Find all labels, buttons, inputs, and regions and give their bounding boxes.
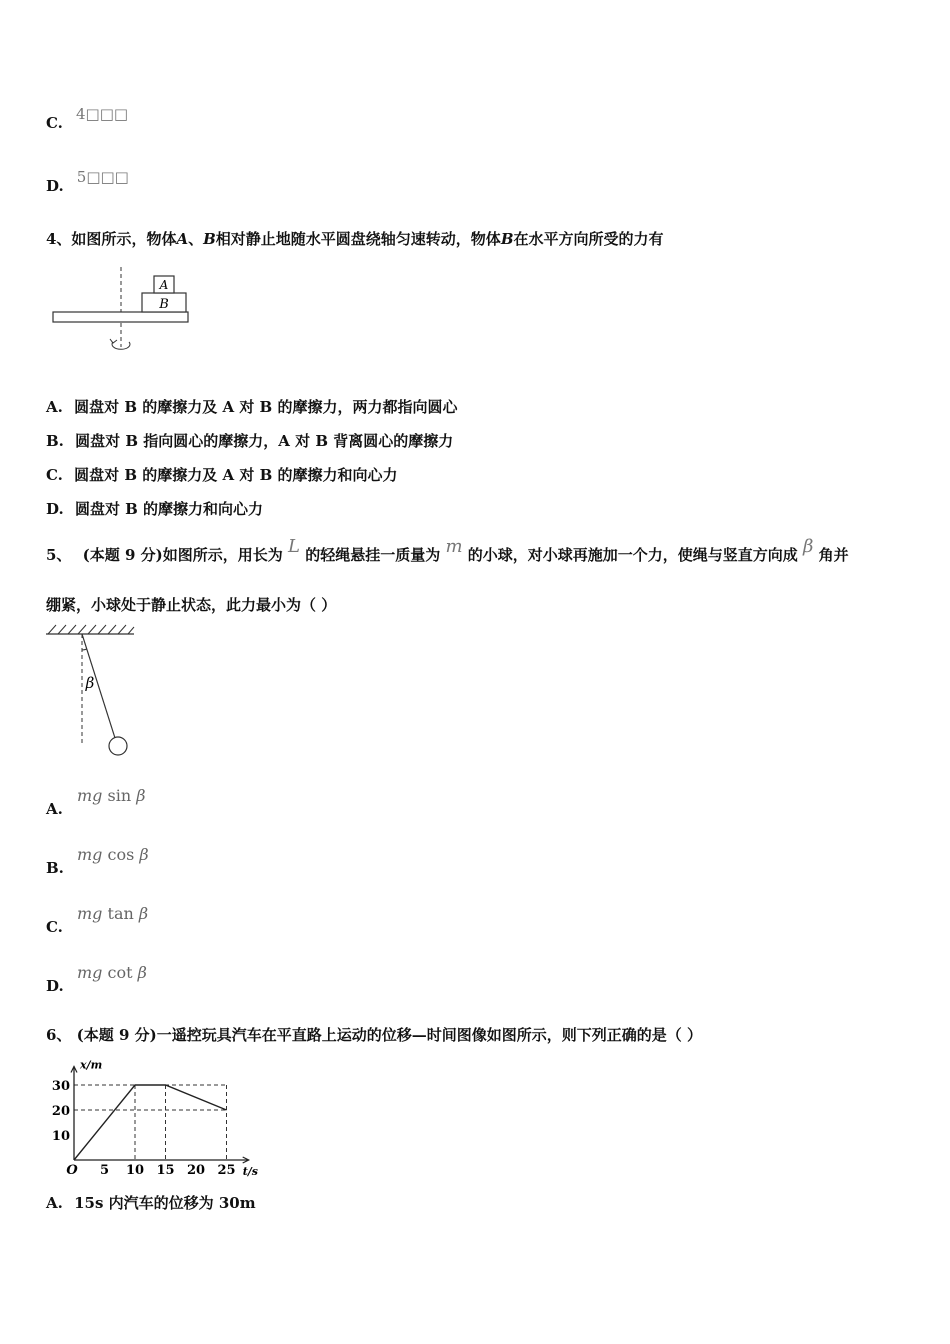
formula-coef: mg xyxy=(77,786,103,805)
y-tick-label: 10 xyxy=(51,1129,70,1144)
option-letter: A. xyxy=(46,1194,63,1212)
q6-option-a xyxy=(46,1192,256,1213)
q4-stem-text: 相对静止地随水平圆盘绕轴匀速转动，物体 xyxy=(215,230,501,248)
turntable-disc xyxy=(53,312,188,322)
formula-func: cot xyxy=(107,963,133,982)
q5-stem-line1 xyxy=(46,536,906,565)
q4-option-a xyxy=(46,396,457,417)
option-formula xyxy=(77,904,148,923)
label-b: B xyxy=(159,297,169,312)
x-tick-label: 5 xyxy=(99,1163,110,1178)
y-tick-label: 20 xyxy=(51,1104,70,1119)
q4-sym-b: B xyxy=(500,230,514,248)
q4-turntable-figure xyxy=(46,262,206,362)
option-letter: D. xyxy=(46,977,64,995)
q5-sym-l: L xyxy=(288,536,300,557)
option-letter: B. xyxy=(46,859,64,877)
q5-sym-m: m xyxy=(445,536,463,557)
q5-num: 5、 xyxy=(46,546,72,564)
q5-pendulum-figure xyxy=(44,620,144,760)
option-text: 圆盘对 B 的摩擦力及 A 对 B 的摩擦力，两力都指向圆心 xyxy=(74,398,458,416)
q4-sym-b: B xyxy=(203,230,216,248)
option-letter: D. xyxy=(46,177,64,195)
option-letter: C. xyxy=(46,114,63,132)
option-letter: A. xyxy=(46,398,63,416)
q4-stem xyxy=(46,228,664,249)
q5-sym-beta: β xyxy=(803,536,814,557)
q4-option-c xyxy=(46,464,397,485)
x-tick-label: 10 xyxy=(125,1163,145,1178)
formula-arg: β xyxy=(138,904,149,923)
option-text: 15s 内汽车的位移为 30m xyxy=(74,1194,256,1212)
q5-option-d xyxy=(46,963,246,1003)
q5-option-c xyxy=(46,904,246,944)
option-formula xyxy=(77,845,149,864)
q5-option-a xyxy=(46,786,246,826)
q6-xt-chart xyxy=(46,1050,261,1180)
chart-series xyxy=(74,1085,227,1160)
chart-guides xyxy=(74,1085,227,1160)
x-axis-label: t/s xyxy=(242,1165,258,1178)
q5-stem-text: 角并 xyxy=(818,546,849,564)
option-letter: B. xyxy=(46,432,64,450)
option-text: 圆盘对 B 指向圆心的摩擦力，A 对 B 背离圆心的摩擦力 xyxy=(75,432,454,450)
formula-coef: mg xyxy=(77,963,103,982)
option-formula xyxy=(77,963,147,982)
option-text: 圆盘对 B 的摩擦力和向心力 xyxy=(74,500,264,518)
q5-option-b xyxy=(46,845,246,885)
q4-option-d xyxy=(46,498,263,519)
x-tick-label: 15 xyxy=(156,1163,175,1178)
q4-stem-text: 在水平方向所受的力有 xyxy=(513,230,664,248)
q5-stem-text: 的小球，对小球再施加一个力，使绳与竖直方向成 xyxy=(467,546,798,564)
chart-ticks xyxy=(52,1079,236,1178)
formula-func: cos xyxy=(107,845,135,864)
option-text: 圆盘对 B 的摩擦力及 A 对 B 的摩擦力和向心力 xyxy=(74,466,398,484)
series-line xyxy=(74,1085,227,1160)
ball xyxy=(109,737,127,755)
q5-stem-line2: 绷紧，小球处于静止状态，此力最小为（ ） xyxy=(46,596,337,614)
q6-stem: 6、 (本题 9 分)一遥控玩具汽车在平直路上运动的位移—时间图像如图所示，则下列正确的是（ ） xyxy=(46,1026,702,1044)
q4-option-b xyxy=(46,430,453,451)
option-letter: C. xyxy=(46,466,63,484)
formula-arg: β xyxy=(137,963,147,982)
x-tick-label: 20 xyxy=(186,1163,206,1178)
option-letter: C. xyxy=(46,918,63,936)
q5-stem-text: 如图所示，用长为 xyxy=(162,546,283,564)
q4-stem-sep: 、 xyxy=(188,230,204,248)
x-tick-label: 25 xyxy=(217,1163,236,1178)
formula-arg: β xyxy=(136,786,146,805)
q3-option-c xyxy=(46,105,129,132)
ceiling-hatch xyxy=(48,625,134,634)
option-letter: D. xyxy=(46,500,64,518)
q5-stem-text: 的轻绳悬挂一质量为 xyxy=(305,546,441,564)
formula-func: tan xyxy=(107,904,134,923)
option-text: 5□□□ xyxy=(76,168,129,186)
angle-label: β xyxy=(85,674,95,692)
origin-label: O xyxy=(66,1163,78,1178)
label-a: A xyxy=(159,278,169,292)
option-letter: A. xyxy=(46,800,63,818)
chart-axes xyxy=(71,1067,249,1164)
angle-arc xyxy=(82,649,87,650)
formula-arg: β xyxy=(139,845,149,864)
y-tick-label: 30 xyxy=(51,1079,70,1094)
formula-coef: mg xyxy=(77,904,103,923)
option-formula xyxy=(77,786,146,805)
q5-score: (本题 9 分) xyxy=(82,546,163,564)
formula-coef: mg xyxy=(77,845,103,864)
option-text: 4□□□ xyxy=(76,105,129,123)
q4-stem-text: 4、如图所示，物体 xyxy=(46,230,177,248)
formula-func: sin xyxy=(107,786,132,805)
arrowhead-icon xyxy=(110,339,117,343)
q4-sym-a: A xyxy=(176,230,189,248)
q3-option-d xyxy=(46,168,129,195)
y-axis-label: x/m xyxy=(80,1058,103,1072)
